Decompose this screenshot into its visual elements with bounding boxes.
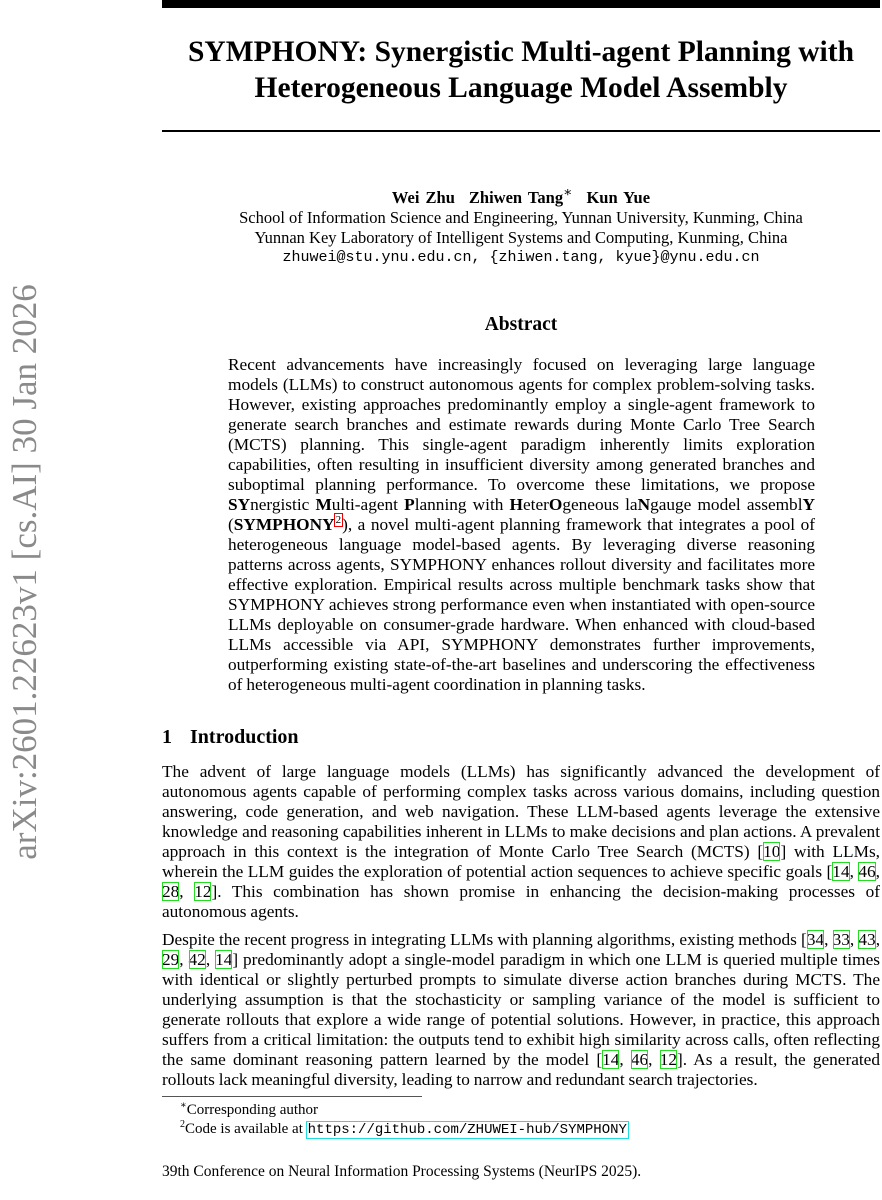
text-segment: ), a novel multi-agent planning framework that integrates a pool of heterogeneous language model-based agents. By leveraging diverse reasoning patterns across agents, SYMPHONY enhances rollout diversity and facilitates more effective exploration. Empirical results across multiple benchmark tasks show that SYMPHONY achieves strong performance even when instantiated with open-source LLMs deployable on consumer-grade hardware. When enhanced with cloud-based LLMs accessible via API, SYMPHONY demonstrates further improvements, outperforming existing state-of-the-art baselines and underscoring the effectiveness of heterogeneous multi-agent coordination in planning tasks.	[228, 515, 815, 694]
footnote: $^2$Code is available at https://github.com/ZHUWEI-hub/SYMPHONY	[180, 1119, 627, 1138]
text-segment: ,	[824, 930, 833, 949]
citation-link[interactable]: 12	[659, 1050, 677, 1069]
text-segment: ,	[179, 950, 189, 969]
text-segment: gauge model assembl	[650, 495, 803, 514]
bold-text: H	[509, 495, 523, 514]
text-segment: ,	[875, 862, 880, 881]
text-segment: geneous la	[562, 495, 638, 514]
footnote-link[interactable]: 2	[335, 514, 342, 527]
citation-link[interactable]: 14	[602, 1050, 620, 1069]
conference-note: 39th Conference on Neural Information Processing Systems (NeurIPS 2025).	[162, 1163, 642, 1180]
bold-text: Y	[802, 495, 815, 514]
bold-text: N	[637, 495, 651, 514]
affiliation: School of Information Science and Engineering, Yunnan University, Kunming, China	[239, 207, 803, 227]
citation-link[interactable]: 10	[763, 842, 781, 861]
text-segment: (	[228, 515, 234, 534]
text-segment: ,	[648, 1050, 660, 1069]
text-segment: ,	[849, 930, 859, 949]
citation-link[interactable]: 34	[806, 930, 825, 949]
citation-link[interactable]: 29	[162, 950, 180, 969]
text-segment: ,	[849, 862, 859, 881]
author-block	[162, 182, 880, 268]
top-rule	[162, 0, 880, 8]
author: Zhiwen Tang∗	[468, 184, 573, 207]
text-segment: Despite the recent progress in integrating LLMs with planning algorithms, existing methods [	[162, 930, 807, 949]
paper-title: SYMPHONY: Synergistic Multi-agent Planning with Heterogeneous Language Model Assembly	[188, 36, 854, 104]
bold-text: P	[404, 495, 415, 514]
text-segment: ,	[179, 882, 195, 901]
text-segment: ] predominantly adopt a single-model paradigm in which one LLM is queried multiple times with identical or slightly perturbed prompts to simulate diverse action branches during MCTS. The underlying assumption is that the stochasticity or sampling variance of the model is sufficient to generate rollouts that explore a wide range of potential solutions. However, in practice, this approach suffers from a critical limitation: the outputs tend to exhibit high similarity across calls, often reflecting the same dominant reasoning pattern learned by the model [	[162, 950, 880, 1069]
citation-link[interactable]: 14	[832, 862, 850, 881]
citation-link[interactable]: 28	[162, 882, 180, 901]
arxiv-identifier: arXiv:2601.22623v1 [cs.AI] 30 Jan 2026	[5, 284, 44, 860]
bold-text: O	[548, 495, 563, 514]
text-segment: lanning with	[414, 495, 510, 514]
text-segment: nergistic	[250, 495, 316, 514]
intro-paragraph	[162, 762, 880, 922]
citation-link[interactable]: 46	[858, 862, 876, 881]
author: Wei Zhu	[391, 187, 455, 207]
text-segment: ]. As a result, the generated rollouts lack meaningful diversity, leading to narrow and redundant search trajectories.	[162, 1050, 880, 1089]
main-column	[162, 313, 880, 1181]
code-link[interactable]: https://github.com/ZHUWEI-hub/SYMPHONY	[307, 1122, 627, 1138]
section-heading: 1 Introduction	[162, 726, 299, 748]
text-segment: ,	[875, 930, 881, 949]
title-rule	[162, 130, 880, 132]
text-segment: The advent of large language models (LLMs) has significantly advanced the development of autonomous agents capable of performing complex tasks across various domains, including question answering, code generation, and web navigation. These LLM-based agents leverage the extensive knowledge and reasoning capabilities inherent in LLMs to make decisions and plan actions. A prevalent approach in this context is the integration of Monte Carlo Tree Search (MCTS) [	[162, 762, 880, 861]
text-segment: ]. This combination has shown promise in enhancing the decision-making processes of autonomous agents.	[162, 882, 880, 921]
author-emails: zhuwei@stu.ynu.edu.cn, {zhiwen.tang, kyue}@ynu.edu.cn	[282, 248, 760, 266]
citation-link[interactable]: 33	[832, 930, 850, 949]
author-names	[162, 182, 880, 208]
bold-text: SY	[228, 495, 251, 514]
citation-link[interactable]: 14	[215, 950, 233, 969]
citation-link[interactable]: 12	[194, 882, 212, 901]
footnote: ∗Corresponding author	[180, 1100, 319, 1118]
citation-link[interactable]: 46	[630, 1050, 649, 1069]
text-segment: ,	[619, 1050, 631, 1069]
citation-link[interactable]: 42	[188, 950, 206, 969]
text-segment: Recent advancements have increasingly focused on leveraging large language models (LLMs) to construct autonomous agents for complex problem-solving tasks. However, existing approaches predominantly employ a single-agent framework to generate search branches and estimate rewards during Monte Carlo Tree Search (MCTS) planning. This single-agent paradigm inherently limits exploration capabilities, often resulting in insufficient diversity among generated branches and suboptimal planning performance. To overcome these limitations, we propose	[228, 355, 815, 494]
bold-text: SYMPHONY	[233, 515, 335, 534]
abstract-text	[228, 355, 815, 695]
footnote-rule	[162, 1096, 422, 1097]
text-segment: eter	[522, 495, 549, 514]
bold-text: M	[315, 495, 332, 514]
author: Kun Yue	[586, 187, 651, 207]
text-segment: ulti-agent	[331, 495, 405, 514]
intro-paragraph	[162, 930, 880, 1090]
abstract-heading: Abstract	[484, 314, 558, 335]
footnotes	[180, 1101, 880, 1140]
text-segment: ] with LLMs, wherein the LLM guides the exploration of potential action sequences to achieve specific goals [	[162, 842, 880, 881]
text-segment: ,	[205, 950, 216, 969]
citation-link[interactable]: 43	[858, 930, 876, 949]
affiliation: Yunnan Key Laboratory of Intelligent Systems and Computing, Kunming, China	[254, 227, 788, 247]
